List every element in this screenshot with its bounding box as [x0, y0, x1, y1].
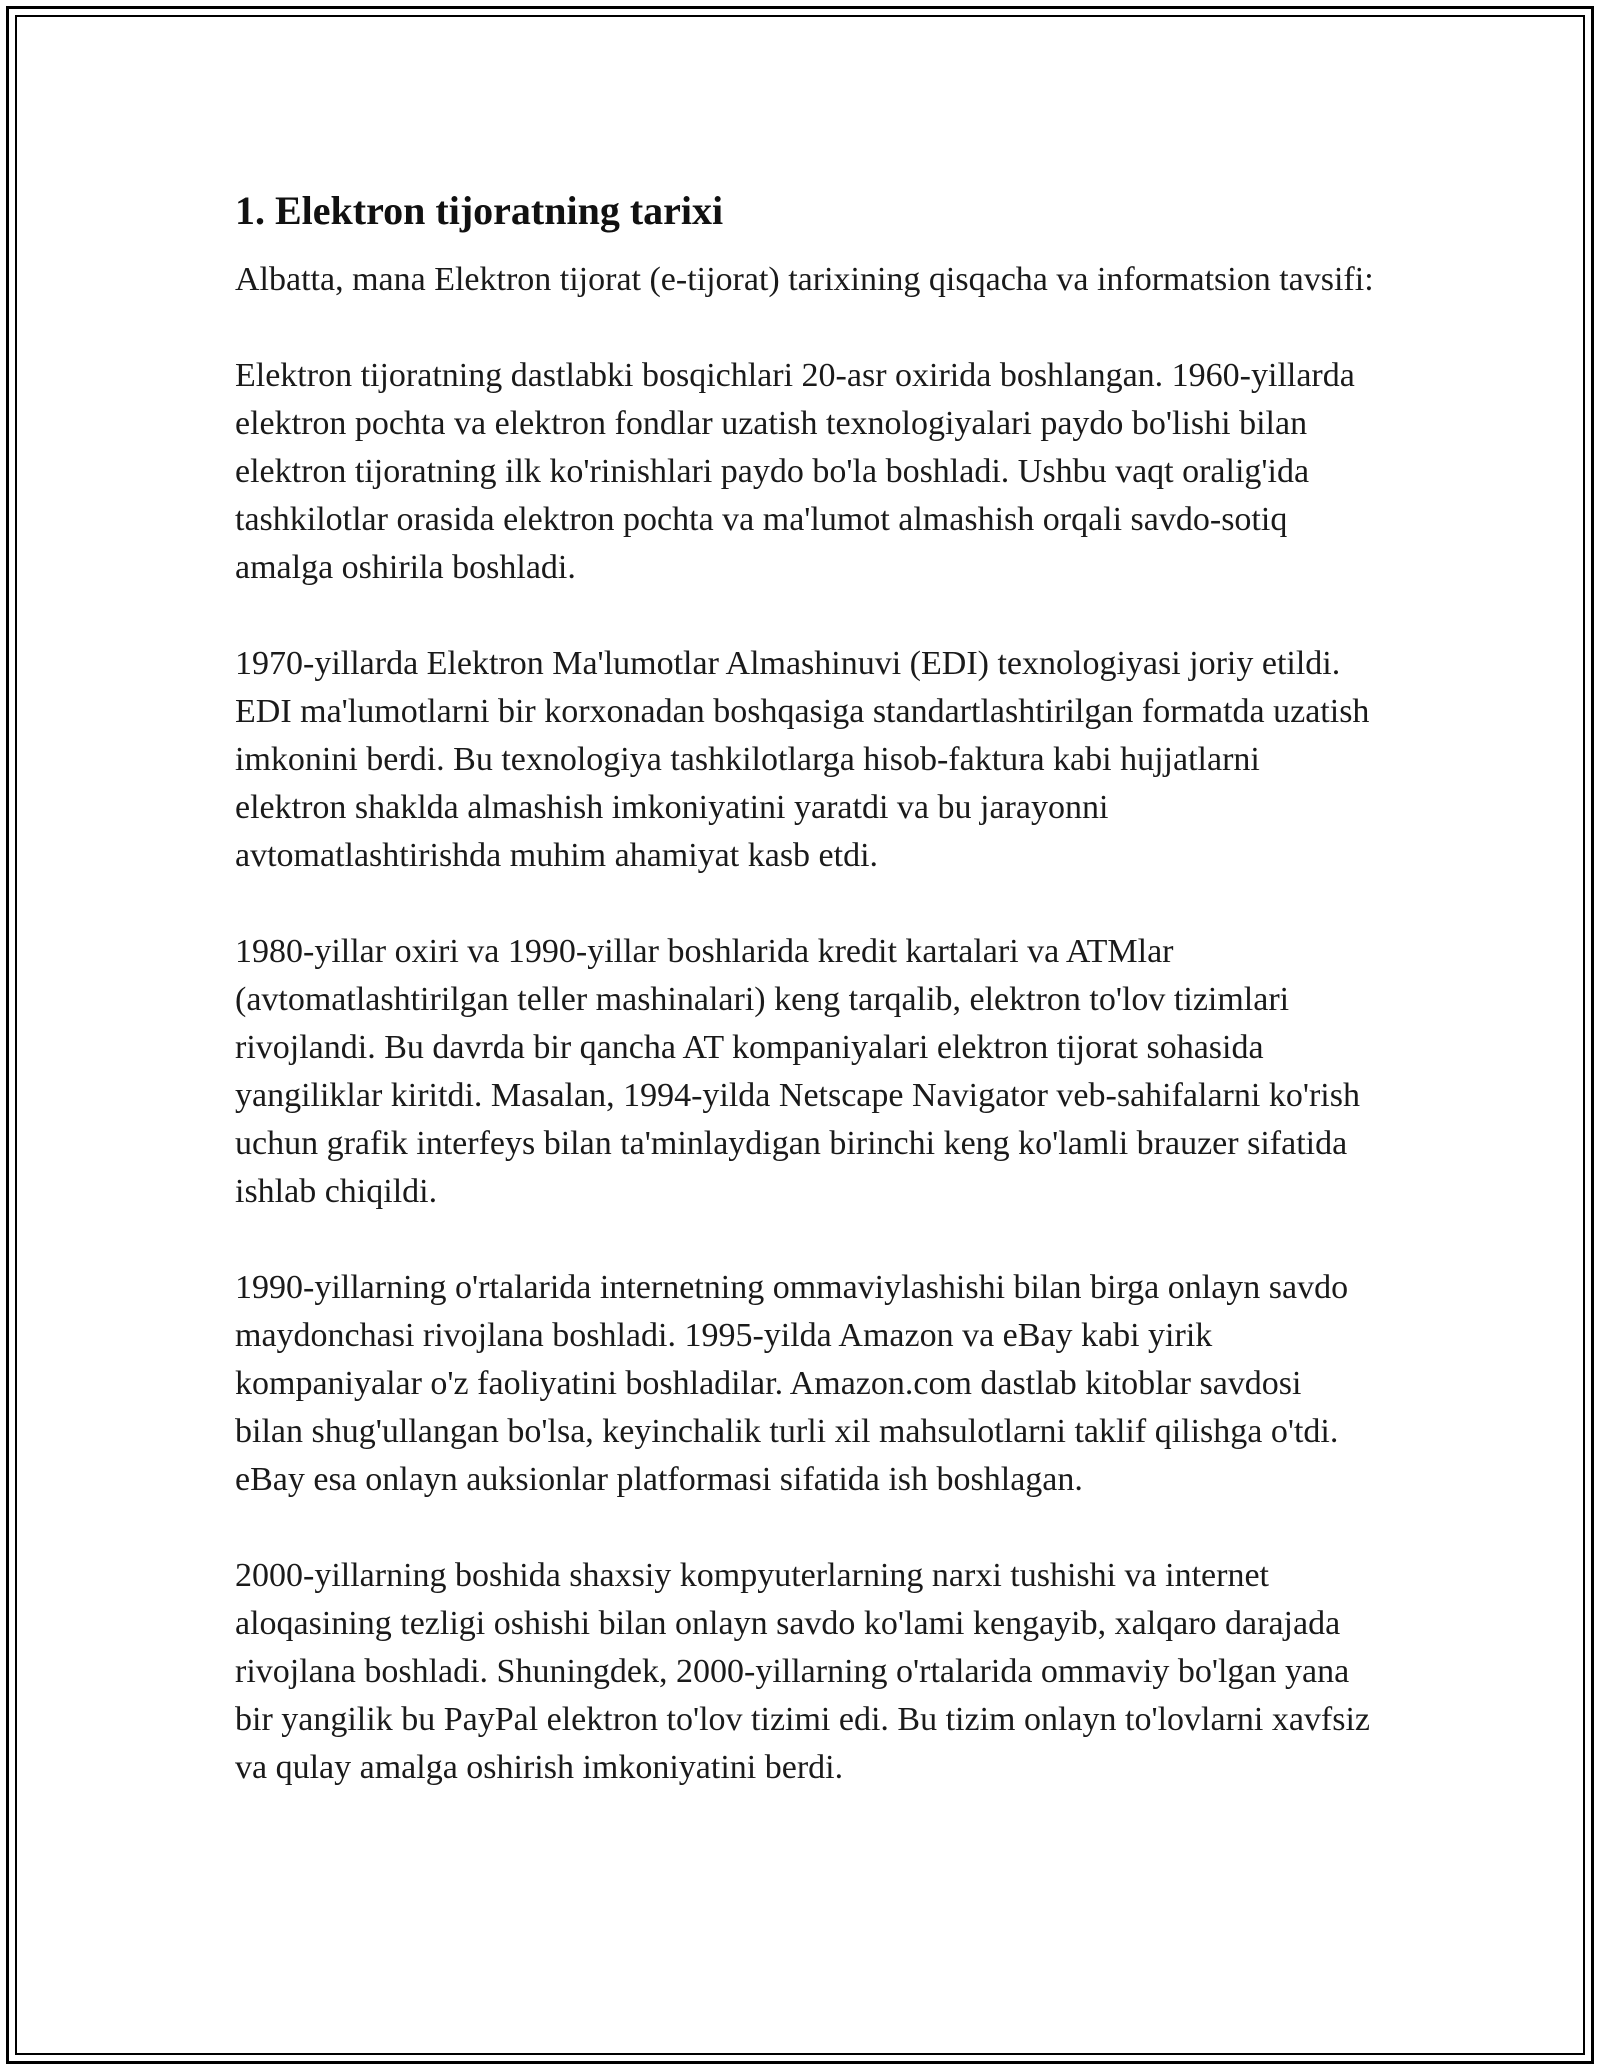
paragraph-mid-1990s: 1990-yillarning o'rtalarida internetning ommaviylashishi bilan birga onlayn savdo maydonchasi rivojlana boshladi. 1995-yilda Amazon va eBay kabi yirik kompaniyalar o'z faoliyatini boshladilar. Amazon.com dastlab kitoblar savdosi bilan shug'ullangan bo'lsa, keyinchalik turli xil mahsulotlarni taklif qilishga o'tdi. eBay esa onlayn auksionlar platformasi sifatida ish boshlagan.: [235, 1269, 1349, 1498]
paragraph-1980s-1990s: 1980-yillar oxiri va 1990-yillar boshlarida kredit kartalari va ATMlar (avtomatlashtirilgan teller mashinalari) keng tarqalib, elektron to'lov tizimlari rivojlandi. Bu davrda bir qancha AT kompaniyalari elektron tijorat sohasida yangiliklar kiritdi. Masalan, 1994-yilda Netscape Navigator veb-sahifalarni ko'rish uchun grafik interfeys bilan ta'minlaydigan birinchi keng ko'lamli brauzer sifatida ishlab chiqildi.: [235, 933, 1360, 1210]
document-body: [235, 186, 1375, 1840]
paragraph-1960s: Elektron tijoratning dastlabki bosqichlari 20-asr oxirida boshlangan. 1960-yillarda elektron pochta va elektron fondlar uzatish texnologiyalari paydo bo'lishi bilan elektron tijoratning ilk ko'rinishlari paydo bo'la boshladi. Ushbu vaqt oralig'ida tashkilotlar orasida elektron pochta va ma'lumot almashish orqali savdo-sotiq amalga oshirila boshladi.: [235, 357, 1355, 586]
paragraph-intro: Albatta, mana Elektron tijorat (e-tijorat) tarixining qisqacha va informatsion tavsifi:: [235, 261, 1374, 298]
paragraph-2000s: 2000-yillarning boshida shaxsiy kompyuterlarning narxi tushishi va internet aloqasining tezligi oshishi bilan onlayn savdo ko'lami kengayib, xalqaro darajada rivojlana boshladi. Shuningdek, 2000-yillarning o'rtalarida ommaviy bo'lgan yana bir yangilik bu PayPal elektron to'lov tizimi edi. Bu tizim onlayn to'lovlarni xavfsiz va qulay amalga oshirish imkoniyatini berdi.: [235, 1557, 1371, 1786]
page-title: 1. Elektron tijoratning tarixi: [235, 188, 724, 233]
paragraph-1970s: 1970-yillarda Elektron Ma'lumotlar Almashinuvi (EDI) texnologiyasi joriy etildi. EDI ma'lumotlarni bir korxonadan boshqasiga standartlashtirilgan formatda uzatish imkonini berdi. Bu texnologiya tashkilotlarga hisob-faktura kabi hujjatlarni elektron shaklda almashish imkoniyatini yaratdi va bu jarayonni avtomatlashtirishda muhim ahamiyat kasb etdi.: [235, 645, 1370, 874]
